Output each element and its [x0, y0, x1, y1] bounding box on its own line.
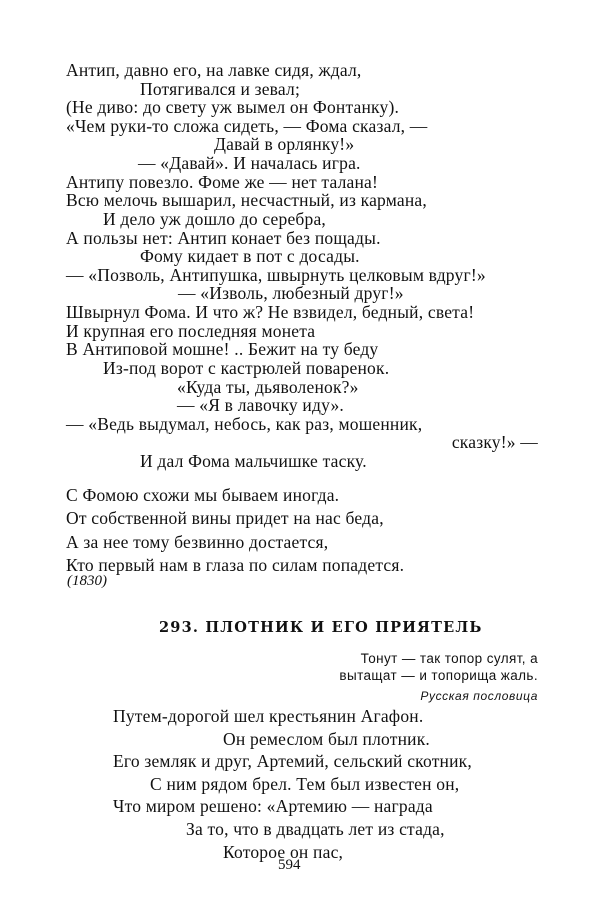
epigraph-source: Русская пословица — [420, 689, 538, 703]
poem-line: С Фомою схожи мы бываем иногда. — [66, 485, 340, 505]
poem-line: В Антиповой мошне! .. Бежит на ту беду — [66, 339, 379, 360]
epigraph-line-1: Тонут — так топор сулят, а — [360, 651, 538, 666]
poem-line: «Чем руки-то сложа сидеть, — Фома сказал, — — [66, 115, 428, 136]
poem-line: Потягивался и зевал; — [140, 78, 301, 99]
poem-line: А за нее тому безвинно достается, — [66, 531, 329, 552]
poem-line: «Куда ты, дьяволенок?» — [177, 376, 359, 397]
poem-line: Фому кидает в пот с досады. — [140, 246, 360, 267]
poem-line: Что миром решено: «Артемию — награда — [113, 796, 433, 817]
poem-line: От собственной вины придет на нас беда, — [66, 508, 384, 529]
poem-line: Кто первый нам в глаза по силам попадется. — [66, 554, 405, 575]
poem-line: Антипу повезло. Фоме же — нет талана! — [66, 171, 379, 192]
poem-line: Которое он пас, — [223, 841, 344, 862]
poem-line: И дал Фома мальчишке таску. — [140, 451, 367, 471]
poem-line: Из-под ворот с кастрюлей поваренок. — [103, 357, 390, 378]
poem-line: Давай в орлянку!» — [214, 134, 355, 155]
poem-line: С ним рядом брел. Тем был известен он, — [150, 773, 460, 794]
poem-line: (Не диво: до свету уж вымел он Фонтанку). — [66, 97, 400, 118]
poem-line-right-aligned: сказку!» — — [451, 432, 538, 453]
poem-line: И крупная его последняя монета — [66, 320, 316, 341]
poem-line: И дело уж дошло до серебра, — [103, 208, 327, 229]
poem-line: Всю мелочь вышарил, несчастный, из кармана, — [66, 190, 427, 211]
poem-line: Антип, давно его, на лавке сидя, ждал, — [66, 60, 362, 80]
poem-line: Швырнул Фома. И что ж? Не взвидел, бедный, света! — [66, 302, 475, 323]
poem-line: — «Ведь выдумал, небось, как раз, мошенник, — [66, 413, 423, 434]
page-number: 594 — [278, 857, 301, 873]
poem-year: (1830) — [67, 573, 107, 589]
poem-line: — «Я в лавочку иду». — [177, 395, 345, 416]
poem-line: — «Позволь, Антипушка, швырнуть целковым вдруг!» — [66, 264, 486, 285]
poem-line: — «Изволь, любезный друг!» — [178, 283, 404, 304]
poem-line: За то, что в двадцать лет из стада, — [186, 819, 445, 839]
poem-line: Его земляк и друг, Артемий, сельский скотник, — [113, 751, 472, 772]
poem-line: — «Давай». И началась игра. — [138, 153, 361, 174]
poem-line: Он ремеслом был плотник. — [223, 728, 430, 749]
poem-line: А пользы нет: Антип конает без пощады. — [66, 227, 381, 248]
poem-title: 293. ПЛОТНИК И ЕГО ПРИЯТЕЛЬ — [159, 619, 483, 636]
epigraph-line-2: вытащат — и топорища жаль. — [339, 668, 538, 683]
poem-line: Путем-дорогой шел крестьянин Агафон. — [113, 706, 424, 726]
